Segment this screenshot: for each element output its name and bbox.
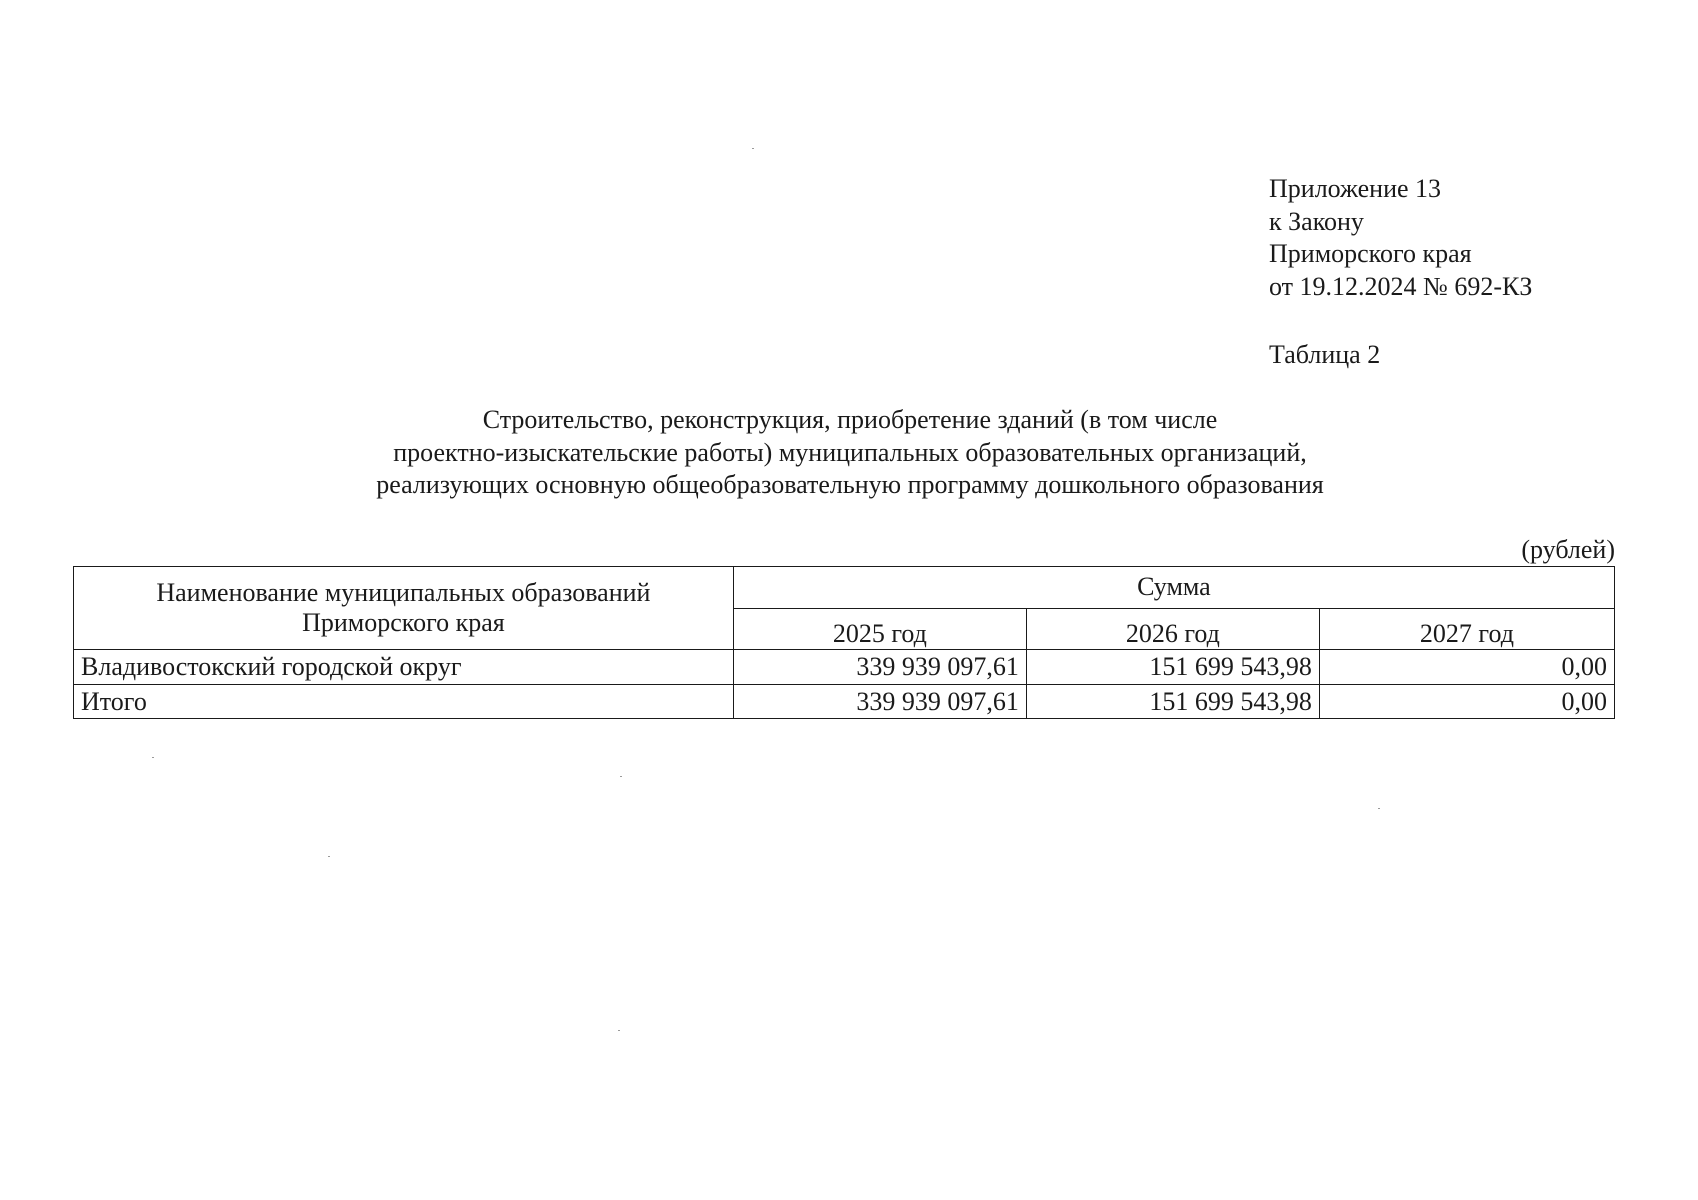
scan-speck — [620, 776, 622, 777]
title-line-3: реализующих основную общеобразовательную программу дошкольного образования — [376, 470, 1324, 499]
row-value-2026: 151 699 543,98 — [1026, 650, 1319, 685]
row-value-2027: 0,00 — [1319, 650, 1614, 685]
scan-speck — [618, 1030, 620, 1031]
row-municipality-name: Владивостокский городской округ — [74, 650, 734, 685]
table-header-row — [74, 567, 1615, 609]
budget-table — [73, 566, 1615, 719]
scan-speck — [752, 148, 754, 149]
scan-speck — [152, 757, 154, 758]
header-sum: Сумма — [733, 567, 1614, 609]
scan-speck — [1378, 808, 1380, 809]
appendix-region: Приморского края — [1269, 239, 1472, 268]
header-year-2025: 2025 год — [733, 608, 1026, 650]
appendix-number: Приложение 13 — [1269, 174, 1442, 203]
appendix-date: от 19.12.2024 № 692-КЗ — [1269, 271, 1533, 301]
table-total-row — [74, 685, 1615, 719]
header-year-2027: 2027 год — [1319, 608, 1614, 650]
total-value-2026: 151 699 543,98 — [1026, 685, 1319, 719]
header-name: Наименование муниципальных образований Приморского края — [74, 567, 734, 650]
row-value-2025: 339 939 097,61 — [733, 650, 1026, 685]
appendix-law: к Закону — [1269, 206, 1364, 236]
total-value-2025: 339 939 097,61 — [733, 685, 1026, 719]
total-label: Итого — [74, 685, 734, 719]
scan-speck — [328, 856, 330, 857]
units-label: (рублей) — [1521, 535, 1615, 564]
title-line-2: проектно-изыскательские работы) муниципальных образовательных организаций, — [393, 437, 1307, 467]
appendix-block — [1269, 173, 1532, 303]
title-line-1: Строительство, реконструкция, приобретение зданий (в том числе — [482, 405, 1218, 434]
table-label: Таблица 2 — [1269, 340, 1381, 369]
table-row — [74, 650, 1615, 685]
header-year-2026: 2026 год — [1026, 608, 1319, 650]
document-title — [220, 404, 1480, 502]
total-value-2027: 0,00 — [1319, 685, 1614, 719]
